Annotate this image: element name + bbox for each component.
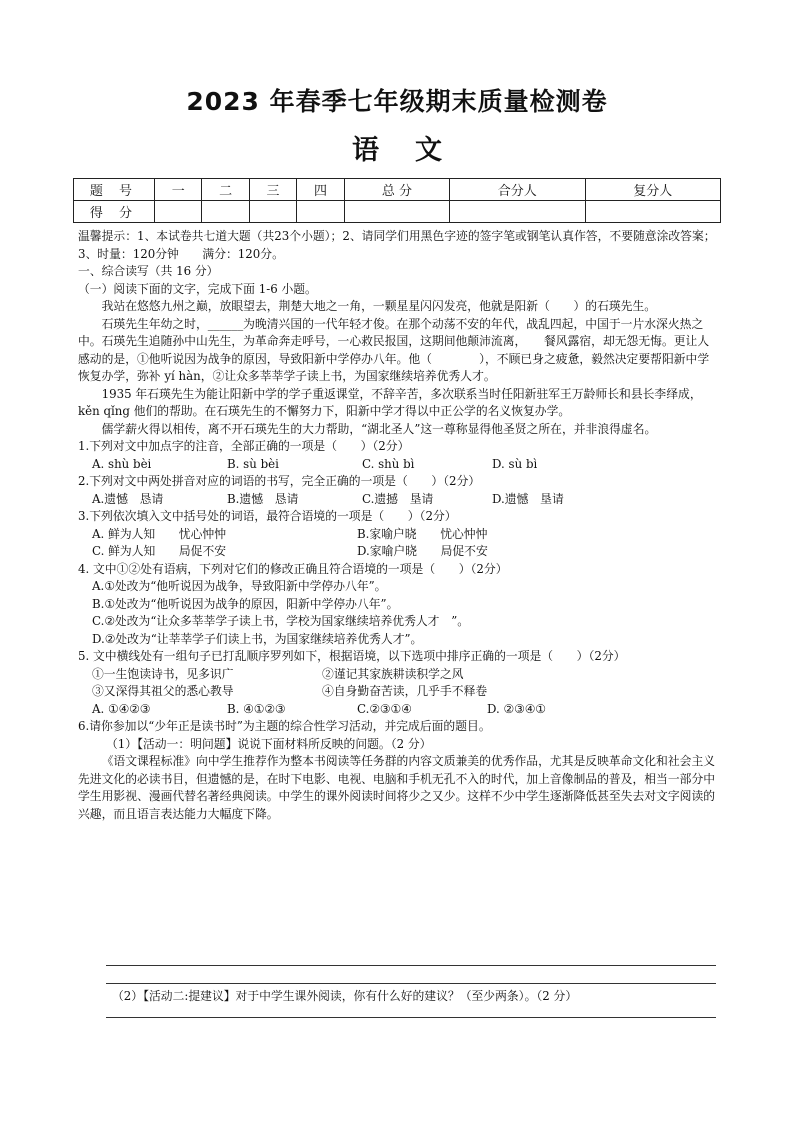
sub-question: （2）【活动二:提建议】对于中学生课外阅读，你有什么好的建议？（至少两条）。（2 分）: [112, 989, 578, 1003]
section-heading: 一、综合读写（共 16 分）: [78, 264, 219, 278]
option[interactable]: C.遗撼 垦请: [362, 491, 434, 506]
question-options: [78, 491, 718, 509]
score-input-cell[interactable]: [297, 201, 344, 223]
sub-question: （1）【活动一：明问题】说说下面材料所反映的问题。（2 分）: [106, 736, 432, 751]
subject-title: 语文: [352, 135, 478, 166]
question-options: [78, 526, 718, 544]
question-stem: 4. 文中①②处有语病，下列对它们的修改正确且符合语境的一项是（ ）（2分）: [78, 561, 508, 576]
score-table-score-row: [74, 201, 721, 223]
sentence-item: ②谨记其家族耕读积学之风: [322, 666, 464, 681]
score-input-cell[interactable]: [155, 201, 202, 223]
score-cell: 合分人: [450, 179, 585, 201]
score-label-cell: 得 分: [74, 201, 155, 223]
score-cell: 总 分: [344, 179, 449, 201]
option[interactable]: C.②处改为“让众多莘莘学子读上书，学校为国家继续培养优秀人才 ”。: [92, 614, 470, 628]
option[interactable]: C. 鲜为人知 局促不安: [92, 544, 227, 558]
option[interactable]: A. ①④②③: [92, 701, 151, 716]
material-paragraph: 《语文课程标准》向中学生推荐作为整本书阅读等任务群的内容文质兼美的优秀作品，尤其是反映革命文化和社会主义先进文化的必读书目，但遗憾的是，在时下电影、电视、电脑和手机无孔不入的时代，加上音像制品的普及，相当一部分中学生用影视、漫画代替名著经典阅读。中学生的课外阅读时间将少之又少。这样不少中学生逐渐降低甚至失去对文字阅读的兴趣，而且语言表达能力大幅度下降。: [78, 754, 716, 821]
option[interactable]: B. ④①②③: [227, 701, 286, 716]
question-stem: 3.下列依次填入文中括号处的词语，最符合语境的一项是（ ）（2分）: [78, 509, 457, 523]
score-cell: 二: [202, 179, 249, 201]
passage-paragraph: 我站在悠悠九州之巅，放眼望去，荆楚大地之一角，一颗星星闪闪发亮，他就是阳新（ ）的石瑛先生。: [101, 299, 657, 313]
score-table-header-row: [74, 179, 721, 201]
option[interactable]: B.遗憾 恳请: [227, 491, 299, 506]
score-cell: 一: [155, 179, 202, 201]
option[interactable]: D. ②③④①: [487, 701, 546, 716]
option[interactable]: B. sù bèi: [227, 456, 279, 471]
option[interactable]: D. sù bì: [492, 456, 538, 471]
score-cell: 三: [249, 179, 296, 201]
option[interactable]: B.家喻户晓 忧心忡忡: [357, 526, 488, 541]
question-stem: 1.下列对文中加点字的注音，全部正确的一项是（ ）（2分）: [78, 439, 410, 453]
question-options: [78, 456, 718, 474]
notice: 温馨提示：1、本试卷共七道大题（共23个小题）；2、请同学们用黑色字迹的签字笔或钢笔认真作答，不要随意涂改答案；3、时量：120分钟 满分：120分。: [78, 229, 716, 261]
option[interactable]: A. 鲜为人知 忧心忡忡: [92, 526, 226, 541]
exam-title: 2023 年春季七年级期末质量检测卷: [186, 87, 608, 116]
option[interactable]: B.①处改为“他听说因为战争的原因，阳新中学停办八年”。: [92, 596, 399, 611]
answer-line[interactable]: [106, 983, 716, 984]
passage-paragraph: 1935 年石瑛先生为能让阳新中学的学子重返课堂，不辞辛苦，多次联系当时任阳新驻军王万龄师长和县长李绎成，kěn qǐng 他们的帮助。在石瑛先生的不懈努力下，阳新中学才得以中正公学的名义恢复办学。: [78, 386, 702, 418]
option[interactable]: D.②处改为“让莘莘学子们读上书，为国家继续培养优秀人才”。: [92, 631, 423, 646]
option[interactable]: A. shù bèi: [92, 456, 152, 471]
passage-paragraph: 石瑛先生年幼之时，______为晚清兴国的一代年轻才俊。在那个动荡不安的年代，战乱四起，中国于一片水深火热之中。石瑛先生追随孙中山先生，为革命奔走呼号，一心救民报国，这期间他颠沛流离， 餐风露宿，却无怨无悔。更让人感动的是，①他听说因为战争的原因，导致阳新中学停办八年。他（ ），不顾已身之疲惫，毅然决定要帮阳新中学恢复办学，弥补 yí hàn，②让众多莘莘学子读上书，为国家继续培养优秀人才。: [78, 316, 710, 383]
exam-body: [78, 228, 718, 823]
sentence-items: [78, 666, 718, 684]
score-cell: 题 号: [74, 179, 155, 201]
question-stem: 5. 文中横线处有一组句子已打乱顺序罗列如下，根据语境，以下选项中排序正确的一项是（ ）（2分）: [78, 649, 626, 663]
option[interactable]: D.家喻户晓 局促不安: [357, 544, 488, 558]
sub-question-2: [112, 988, 712, 1006]
option[interactable]: A.①处改为“他听说因为战争，导致阳新中学停办八年”。: [92, 579, 387, 593]
option[interactable]: D.遗憾 垦请: [492, 491, 564, 506]
score-table: [73, 178, 721, 223]
sentence-items: [78, 683, 718, 701]
score-input-cell[interactable]: [249, 201, 296, 223]
answer-line[interactable]: [106, 1017, 716, 1018]
option[interactable]: C.②③①④: [357, 701, 412, 716]
score-input-cell[interactable]: [344, 201, 449, 223]
question-stem: 2.下列对文中两处拼音对应的词语的书写，完全正确的一项是（ ）（2分）: [78, 474, 481, 488]
option[interactable]: C. shù bì: [362, 456, 415, 471]
score-cell: 复分人: [585, 179, 721, 201]
score-input-cell[interactable]: [585, 201, 721, 223]
option[interactable]: A.遗憾 恳请: [92, 491, 164, 506]
part-heading: （一）阅读下面的文字，完成下面 1-6 小题。: [78, 281, 317, 296]
question-options: [78, 543, 718, 561]
passage-paragraph: 儒学薪火得以相传，离不开石瑛先生的大力帮助，“湖北圣人”这一尊称显得他圣贤之所在，并非浪得虚名。: [101, 421, 657, 436]
sentence-item: ④自身勤奋苦读，几乎手不释卷: [322, 684, 488, 698]
sentence-item: ③又深得其祖父的悉心教导: [92, 684, 234, 698]
question-stem: 6.请你参加以“少年正是读书时”为主题的综合性学习活动，并完成后面的题目。: [78, 719, 491, 733]
score-input-cell[interactable]: [202, 201, 249, 223]
score-cell: 四: [297, 179, 344, 201]
sentence-item: ①一生饱读诗书，见多识广: [92, 666, 234, 681]
answer-line[interactable]: [106, 965, 716, 966]
score-input-cell[interactable]: [450, 201, 585, 223]
question-options: [78, 701, 718, 719]
